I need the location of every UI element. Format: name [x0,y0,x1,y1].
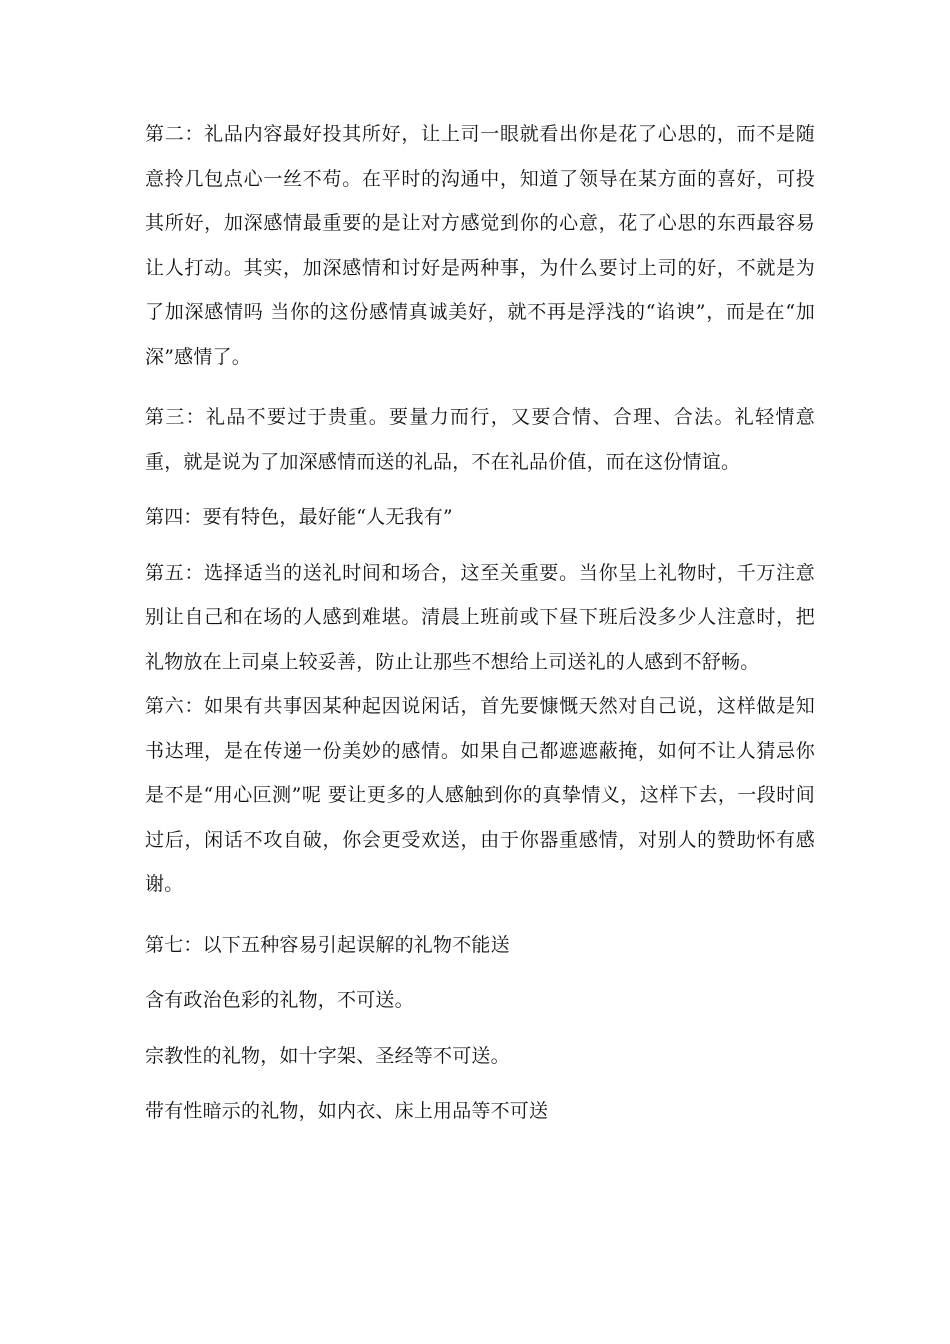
list-item-religious-gift: 宗教性的礼物，如十字架、圣经等不可送。 [145,1044,510,1067]
paragraph-point-seven: 第七：以下五种容易引起误解的礼物不能送 [145,933,510,956]
paragraph-point-six: 第六：如果有共事因某种起因说闲话，首先要慷慨天然对自己说，这样做是知书达理，是在传递一份美妙的感情。如果自己都遮遮蔽掩，如何不让人猜忌你是不是“用心叵测”呢 要让更多的人感触到你的真挚情义，这样下去，一段时间过后，闲话不攻自破，你会更受欢送，由于你器重感情，对别人的赞助怀有感谢。 [145,695,815,895]
paragraph-point-two: 第二：礼品内容最好投其所好，让上司一眼就看出你是花了心思的，而不是随意拎几包点心一丝不苟。在平时的沟通中，知道了领导在某方面的喜好，可投其所好，加深感情最重要的是让对方感觉到你的心意，花了心思的东西最容易让人打动。其实，加深感情和讨好是两种事，为什么要讨上司的好，不就是为了加深感情吗 当你的这份感情真诚美好，就不再是浮浅的“谄谀”，而是在“加深”感情了。 [145,123,815,368]
list-item-suggestive-gift: 带有性暗示的礼物，如内衣、床上用品等不可送 [145,1100,549,1122]
list-item-political-gift: 含有政治色彩的礼物，不可送。 [145,989,414,1011]
paragraph-point-five: 第五：选择适当的送礼时间和场合，这至关重要。当你呈上礼物时，千万注意别让自己和在场的人感到难堪。清晨上班前或下昼下班后没多少人注意时，把礼物放在上司桌上较妥善，防止让那些不想给上司送礼的人感到不舒畅。 [145,561,815,673]
document-body [145,112,815,1134]
paragraph-point-three: 第三：礼品不要过于贵重。要量力而行，又要合情、合理、合法。礼轻情意重，就是说为了加深感情而送的礼品，不在礼品价值，而在这份情谊。 [145,406,815,473]
paragraph-point-four: 第四：要有特色，最好能“人无我有” [145,506,453,528]
